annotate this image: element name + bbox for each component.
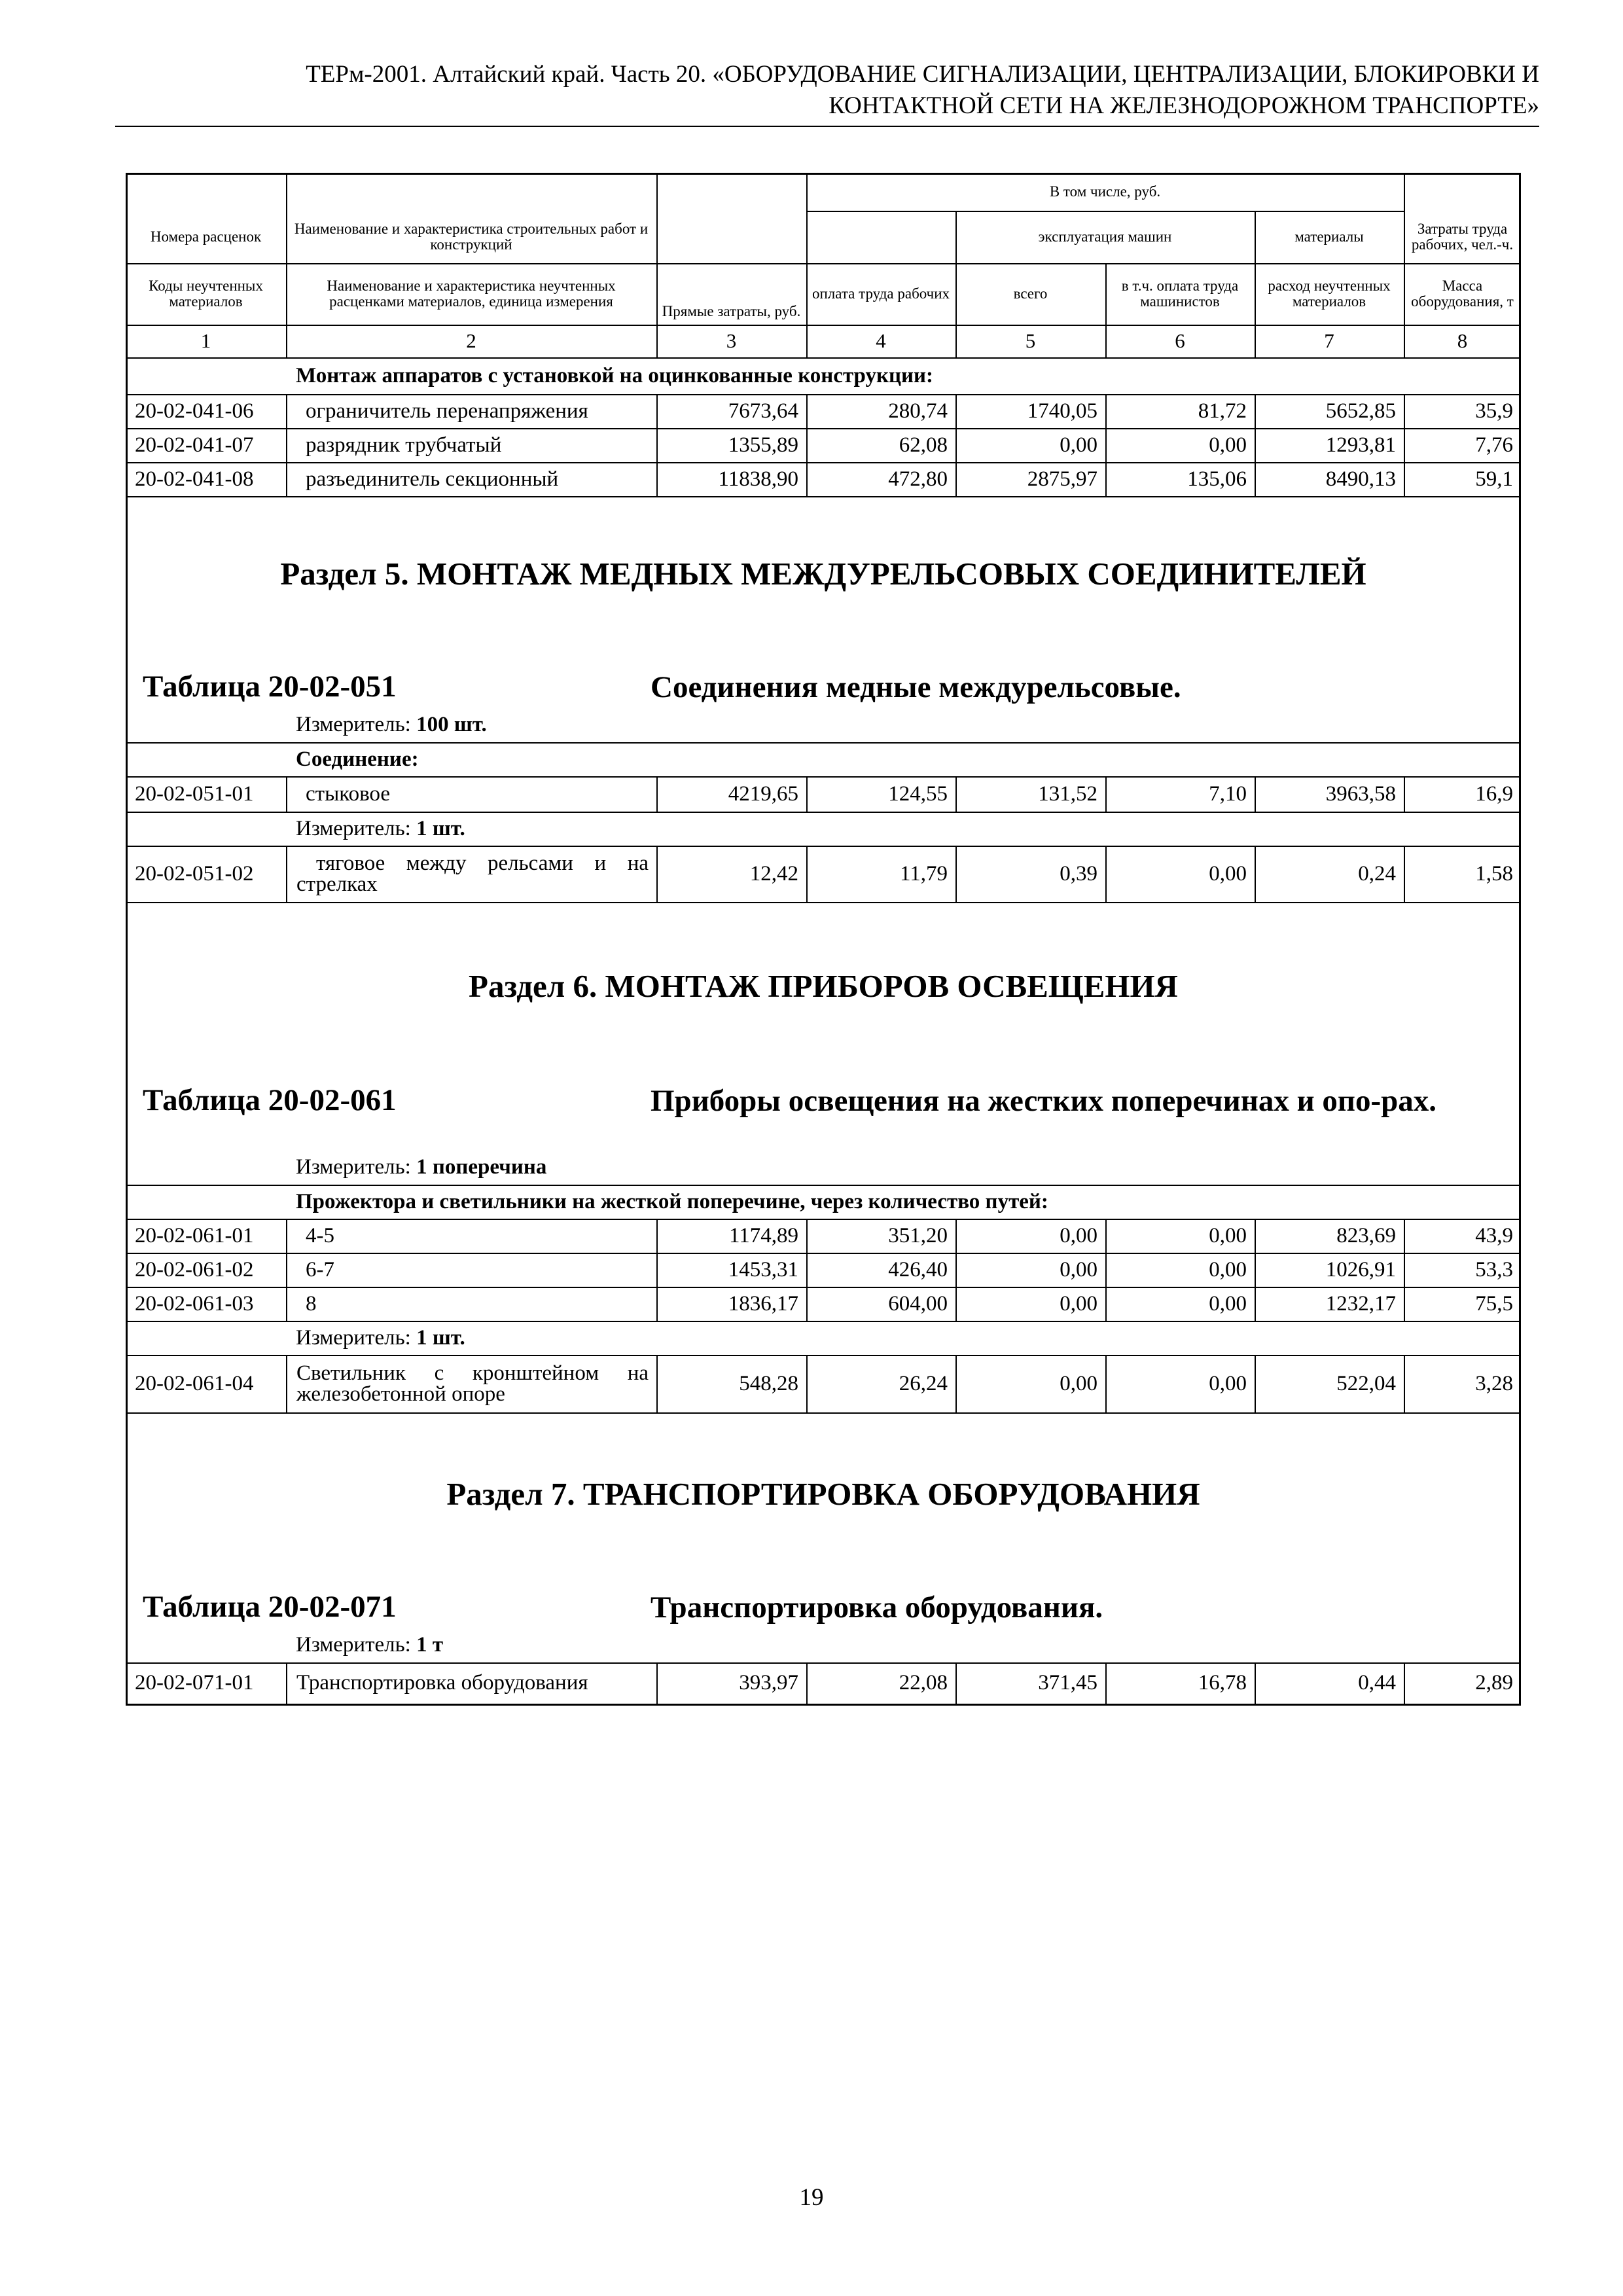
page-number: 19 (799, 2184, 824, 2211)
worker-pay: 280,74 (888, 399, 948, 423)
worker-pay: 26,24 (899, 1371, 948, 1395)
measure-value: 1 шт. (416, 1325, 465, 1350)
rate-name: стыковое (306, 781, 391, 806)
measure-label: Измеритель: (296, 1325, 411, 1350)
driver-pay: 0,00 (1209, 861, 1247, 886)
rate-name: Светильник с кронштейном на железобетонной опоре (296, 1361, 649, 1406)
labor-costs: 7,76 (1475, 433, 1513, 457)
materials: 1232,17 (1325, 1291, 1396, 1316)
rate-name: ограничитель перенапряжения (306, 399, 588, 423)
rate-code: 20-02-061-01 (135, 1223, 254, 1247)
labor-costs: 3,28 (1475, 1371, 1513, 1395)
table-title-051: Соединения медные междурельсовые. (651, 670, 1181, 704)
header-labor-costs: Затраты труда рабочих, чел.-ч. (1411, 221, 1514, 253)
labor-costs: 1,58 (1475, 861, 1513, 886)
header-worker-pay: оплата труда рабочих (812, 285, 950, 302)
direct-costs: 1174,89 (728, 1223, 798, 1247)
direct-costs: 1355,89 (728, 433, 798, 457)
rate-name: разрядник трубчатый (306, 433, 502, 457)
measure-value: 100 шт. (416, 712, 487, 736)
worker-pay: 426,40 (888, 1257, 948, 1282)
table-number-061: Таблица 20-02-061 (143, 1083, 397, 1117)
section-6-title: Раздел 6. МОНТАЖ ПРИБОРОВ ОСВЕЩЕНИЯ (469, 968, 1178, 1004)
rate-code: 20-02-051-01 (135, 781, 254, 806)
rate-code: 20-02-041-08 (135, 467, 254, 491)
column-number: 4 (876, 329, 886, 352)
driver-pay: 16,78 (1198, 1670, 1247, 1695)
driver-pay: 0,00 (1209, 1223, 1247, 1247)
rate-name: 8 (306, 1291, 317, 1316)
header-in-total: В том числе, руб. (1049, 183, 1161, 200)
worker-pay: 62,08 (899, 433, 948, 457)
labor-costs: 35,9 (1475, 399, 1513, 423)
machines-total: 0,00 (1060, 1257, 1097, 1282)
rate-name: тяговое между рельсами и на стрелках (296, 852, 649, 896)
worker-pay: 604,00 (888, 1291, 948, 1316)
worker-pay: 124,55 (888, 781, 948, 806)
header-equipment-mass: Масса оборудования, т (1411, 278, 1514, 310)
rate-code: 20-02-051-02 (135, 861, 254, 886)
group-heading: Соединение: (296, 747, 419, 771)
measure-label: Измеритель: (296, 1632, 411, 1657)
running-header-line-1: ТЕРм-2001. Алтайский край. Часть 20. «ОБОРУДОВАНИЕ СИГНАЛИЗАЦИИ, ЦЕНТРАЛИЗАЦИИ, БЛОКИРОВКИ И (306, 61, 1539, 88)
direct-costs: 11838,90 (718, 467, 798, 491)
machines-total: 371,45 (1038, 1670, 1097, 1695)
direct-costs: 548,28 (739, 1371, 798, 1395)
materials: 522,04 (1336, 1371, 1396, 1395)
labor-costs: 16,9 (1475, 781, 1513, 806)
machines-total: 0,39 (1060, 861, 1097, 886)
rate-code: 20-02-061-04 (135, 1371, 254, 1395)
measure-unit (296, 812, 950, 846)
materials: 823,69 (1336, 1223, 1396, 1247)
header-driver-pay: в т.ч. оплата труда машинистов (1121, 278, 1239, 310)
direct-costs: 393,97 (739, 1670, 798, 1695)
header-machines-total: всего (1013, 285, 1048, 302)
measure-label: Измеритель: (296, 712, 411, 736)
header-material-name: Наименование и характеристика неучтенных расценками материалов, единица измерения (327, 278, 616, 310)
direct-costs: 7673,64 (728, 399, 798, 423)
materials: 1293,81 (1325, 433, 1396, 457)
materials: 0,44 (1358, 1670, 1396, 1695)
header-work-name: Наименование и характеристика строительных работ и конструкций (294, 221, 649, 253)
measure-value: 1 шт. (416, 816, 465, 840)
direct-costs: 1453,31 (728, 1257, 798, 1282)
machines-total: 1740,05 (1027, 399, 1097, 423)
direct-costs: 1836,17 (728, 1291, 798, 1316)
rate-name: 4-5 (306, 1223, 334, 1247)
driver-pay: 0,00 (1209, 1371, 1247, 1395)
materials: 5652,85 (1325, 399, 1396, 423)
header-rate-numbers: Номера расценок (150, 228, 262, 245)
column-number: 3 (726, 329, 737, 352)
column-number: 5 (1025, 329, 1036, 352)
column-number: 8 (1457, 329, 1468, 352)
machines-total: 2875,97 (1027, 467, 1097, 491)
section-5-title: Раздел 5. МОНТАЖ МЕДНЫХ МЕЖДУРЕЛЬСОВЫХ СОЕДИНИТЕЛЕЙ (280, 556, 1366, 592)
labor-costs: 75,5 (1475, 1291, 1513, 1316)
column-number: 1 (200, 329, 211, 352)
table-number-071: Таблица 20-02-071 (143, 1590, 397, 1624)
driver-pay: 81,72 (1198, 399, 1247, 423)
labor-costs: 43,9 (1475, 1223, 1513, 1247)
running-header-line-2: КОНТАКТНОЙ СЕТИ НА ЖЕЛЕЗНОДОРОЖНОМ ТРАНСПОРТЕ» (829, 92, 1539, 119)
group-heading: Прожектора и светильники на жесткой поперечине, через количество путей: (296, 1189, 1048, 1213)
row-line (126, 902, 1521, 903)
direct-costs: 12,42 (749, 861, 798, 886)
header-direct-costs: Прямые затраты, руб. (662, 303, 801, 319)
rate-name: разъединитель секционный (306, 467, 559, 491)
machines-total: 0,00 (1060, 1223, 1097, 1247)
driver-pay: 0,00 (1209, 1291, 1247, 1316)
machines-total: 0,00 (1060, 1291, 1097, 1316)
machines-total: 131,52 (1038, 781, 1097, 806)
rate-name: 6-7 (306, 1257, 334, 1282)
rate-code: 20-02-041-07 (135, 433, 254, 457)
measure-value: 1 т (416, 1632, 444, 1657)
table-number-051: Таблица 20-02-051 (143, 670, 397, 704)
machines-total: 0,00 (1060, 1371, 1097, 1395)
rate-name: Транспортировка оборудования (296, 1670, 588, 1695)
materials: 3963,58 (1325, 781, 1396, 806)
measure-label: Измеритель: (296, 1155, 411, 1179)
header-materials: материалы (1294, 228, 1364, 245)
driver-pay: 135,06 (1187, 467, 1247, 491)
worker-pay: 22,08 (899, 1670, 948, 1695)
rate-code: 20-02-071-01 (135, 1670, 254, 1695)
driver-pay: 7,10 (1209, 781, 1247, 806)
rate-code: 20-02-041-06 (135, 399, 254, 423)
worker-pay: 11,79 (899, 861, 948, 886)
machines-total: 0,00 (1060, 433, 1097, 457)
header-material-codes: Коды неучтенных материалов (149, 278, 263, 310)
measure-label: Измеритель: (296, 816, 411, 840)
running-header (115, 59, 1539, 122)
header-rule (115, 126, 1539, 127)
row-line (126, 1412, 1521, 1414)
measure-unit (296, 708, 950, 741)
labor-costs: 53,3 (1475, 1257, 1513, 1282)
group-heading: Монтаж аппаратов с установкой на оцинкованные конструкции: (296, 363, 934, 387)
driver-pay: 0,00 (1209, 1257, 1247, 1282)
header-material-consumption: расход неучтенных материалов (1268, 278, 1391, 310)
measure-unit (296, 1321, 950, 1355)
section-7-title: Раздел 7. ТРАНСПОРТИРОВКА ОБОРУДОВАНИЯ (446, 1476, 1200, 1512)
materials: 1026,91 (1325, 1257, 1396, 1282)
rate-code: 20-02-061-02 (135, 1257, 254, 1282)
direct-costs: 4219,65 (728, 781, 798, 806)
labor-costs: 59,1 (1475, 467, 1513, 491)
rate-code: 20-02-061-03 (135, 1291, 254, 1316)
column-number: 7 (1324, 329, 1334, 352)
table-title-061: Приборы освещения на жестких поперечинах и опо-рах. (651, 1084, 1437, 1118)
table-title-071: Транспортировка оборудования. (651, 1590, 1103, 1624)
worker-pay: 351,20 (888, 1223, 948, 1247)
column-number: 2 (466, 329, 476, 352)
worker-pay: 472,80 (888, 467, 948, 491)
header-machine-ops: эксплуатация машин (1038, 228, 1172, 245)
materials: 8490,13 (1325, 467, 1396, 491)
measure-unit (296, 1628, 950, 1661)
row-line (126, 496, 1521, 497)
driver-pay: 0,00 (1209, 433, 1247, 457)
measure-unit (296, 1151, 950, 1183)
labor-costs: 2,89 (1475, 1670, 1513, 1695)
materials: 0,24 (1358, 861, 1396, 886)
measure-value: 1 поперечина (416, 1155, 547, 1179)
column-number: 6 (1175, 329, 1185, 352)
